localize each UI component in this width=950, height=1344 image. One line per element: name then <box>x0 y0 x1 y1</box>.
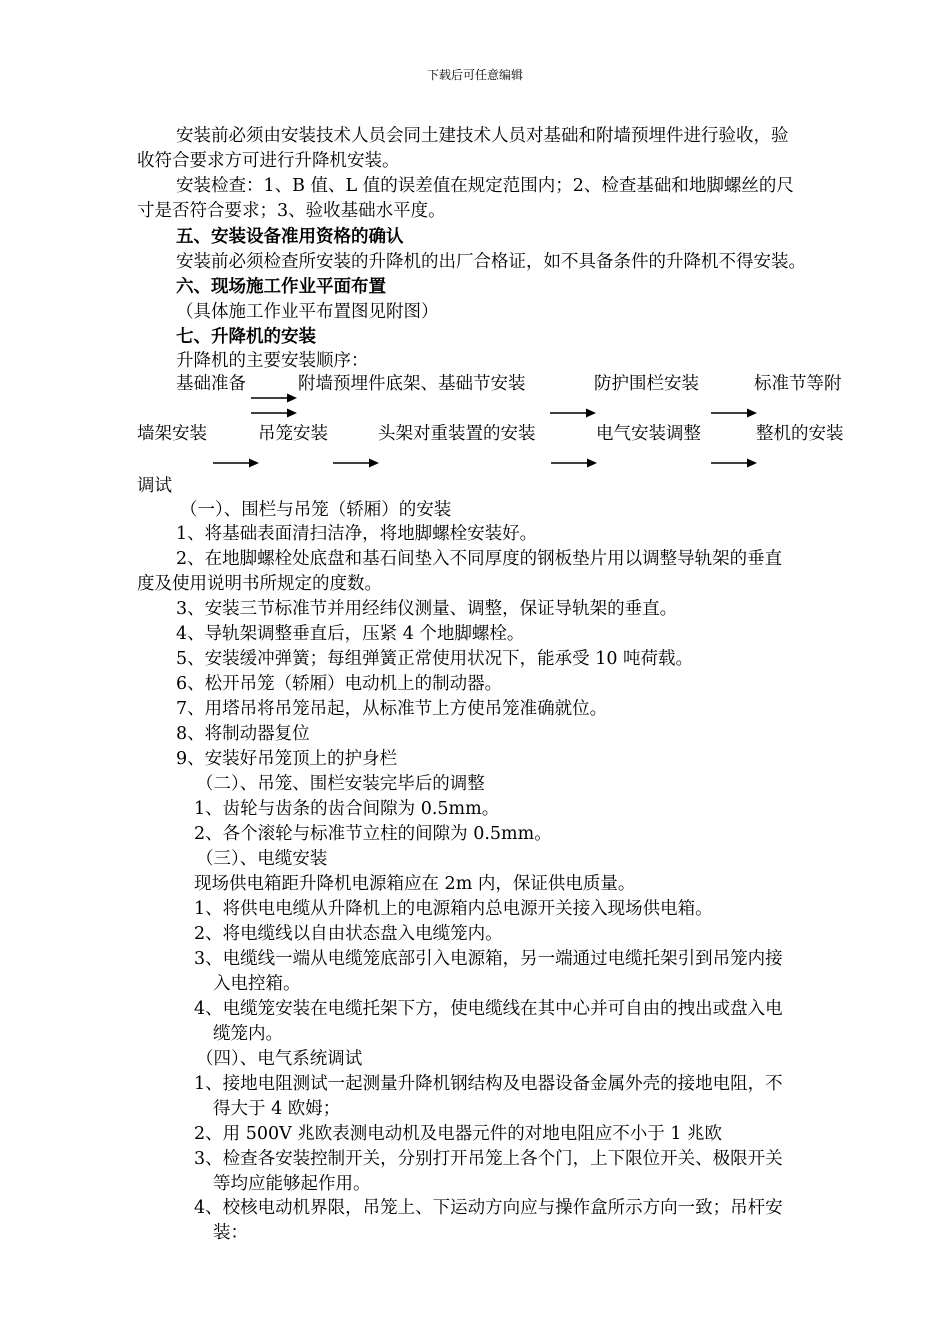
paragraph-line: 升降机的主要安装顺序： <box>176 351 369 371</box>
flow-arrow <box>251 392 297 404</box>
flow-arrow <box>711 407 757 419</box>
section-heading: 六、现场施工作业平面布置 <box>176 277 386 297</box>
flow-step: 基础准备 <box>176 374 246 394</box>
subsection-title: （一）、围栏与吊笼（轿厢）的安装 <box>180 500 452 520</box>
list-item: 2、将电缆线以自由状态盘入电缆笼内。 <box>194 924 503 944</box>
page-header: 下载后可任意编辑 <box>426 68 523 82</box>
subsection-title: （四）、电气系统调试 <box>196 1049 363 1069</box>
flow-step: 标准节等附 <box>754 374 842 394</box>
list-item: 缆笼内。 <box>213 1024 283 1044</box>
list-item: 4、电缆笼安装在电缆托架下方，使电缆线在其中心并可自由的拽出或盘入电 <box>194 999 783 1019</box>
list-item: 度及使用说明书所规定的度数。 <box>137 574 382 594</box>
section-heading: 五、安装设备准用资格的确认 <box>176 227 404 247</box>
list-item: 现场供电箱距升降机电源箱应在 2m 内，保证供电质量。 <box>194 874 636 894</box>
list-item: 入电控箱。 <box>213 974 301 994</box>
flow-arrow <box>333 457 379 469</box>
list-item: 1、将供电电缆从升降机上的电源箱内总电源开关接入现场供电箱。 <box>194 899 713 919</box>
flow-step: 吊笼安装 <box>258 424 328 444</box>
flow-arrow <box>213 457 259 469</box>
flow-step: 调试 <box>137 476 172 496</box>
flow-arrow <box>251 407 297 419</box>
subsection-title: （三）、电缆安装 <box>196 849 328 869</box>
paragraph-line: 安装前必须检查所安装的升降机的出厂合格证，如不具备条件的升降机不得安装。 <box>176 252 806 272</box>
paragraph-line: （具体施工作业平布置图见附图） <box>176 302 439 322</box>
list-item: 1、齿轮与齿条的齿合间隙为 0.5mm。 <box>194 799 500 819</box>
subsection-title: （二）、吊笼、围栏安装完毕后的调整 <box>196 774 485 794</box>
list-item: 7、用塔吊将吊笼吊起，从标准节上方使吊笼准确就位。 <box>176 699 608 719</box>
list-item: 3、安装三节标准节并用经纬仪测量、调整，保证导轨架的垂直。 <box>176 599 678 619</box>
list-item: 8、将制动器复位 <box>176 724 310 744</box>
paragraph-line: 寸是否符合要求；3、验收基础水平度。 <box>137 201 446 221</box>
list-item: 3、检查各安装控制开关，分别打开吊笼上各个门，上下限位开关、极限开关 <box>194 1149 783 1169</box>
flow-step: 附墙预埋件底架、基础节安装 <box>298 374 526 394</box>
list-item: 2、各个滚轮与标准节立柱的间隙为 0.5mm。 <box>194 824 552 844</box>
flow-step: 电气安装调整 <box>596 424 701 444</box>
list-item: 等均应能够起作用。 <box>213 1174 371 1194</box>
paragraph-line: 收符合要求方可进行升降机安装。 <box>137 151 400 171</box>
list-item: 3、电缆线一端从电缆笼底部引入电源箱，另一端通过电缆托架引到吊笼内接 <box>194 949 783 969</box>
list-item: 5、安装缓冲弹簧；每组弹簧正常使用状况下，能承受 10 吨荷载。 <box>176 649 694 669</box>
list-item: 1、接地电阻测试一起测量升降机钢结构及电器设备金属外壳的接地电阻，不 <box>194 1074 783 1094</box>
section-heading: 七、升降机的安装 <box>176 327 316 347</box>
flow-step: 防护围栏安装 <box>594 374 699 394</box>
paragraph-line: 安装检查：1、B 值、L 值的误差值在规定范围内；2、检查基础和地脚螺丝的尺 <box>176 176 794 196</box>
list-item: 4、校核电动机界限，吊笼上、下运动方向应与操作盒所示方向一致；吊杆安 <box>194 1198 783 1218</box>
list-item: 4、导轨架调整垂直后，压紧 4 个地脚螺栓。 <box>176 624 525 644</box>
list-item: 9、安装好吊笼顶上的护身栏 <box>176 749 398 769</box>
list-item: 得大于 4 欧姆； <box>213 1099 341 1119</box>
flow-arrow <box>550 407 596 419</box>
flow-arrow <box>711 457 757 469</box>
list-item: 1、将基础表面清扫洁净，将地脚螺栓安装好。 <box>176 524 538 544</box>
list-item: 装： <box>213 1223 248 1243</box>
flow-step: 头架对重装置的安装 <box>378 424 536 444</box>
flow-arrow <box>551 457 597 469</box>
paragraph-line: 安装前必须由安装技术人员会同土建技术人员对基础和附墙预埋件进行验收，验 <box>176 126 789 146</box>
list-item: 2、在地脚螺栓处底盘和基石间垫入不同厚度的钢板垫片用以调整导轨架的垂直 <box>176 549 783 569</box>
list-item: 6、松开吊笼（轿厢）电动机上的制动器。 <box>176 674 503 694</box>
flow-step: 墙架安装 <box>137 424 207 444</box>
list-item: 2、用 500V 兆欧表测电动机及电器元件的对地电阻应不小于 1 兆欧 <box>194 1124 723 1144</box>
flow-step: 整机的安装 <box>756 424 844 444</box>
